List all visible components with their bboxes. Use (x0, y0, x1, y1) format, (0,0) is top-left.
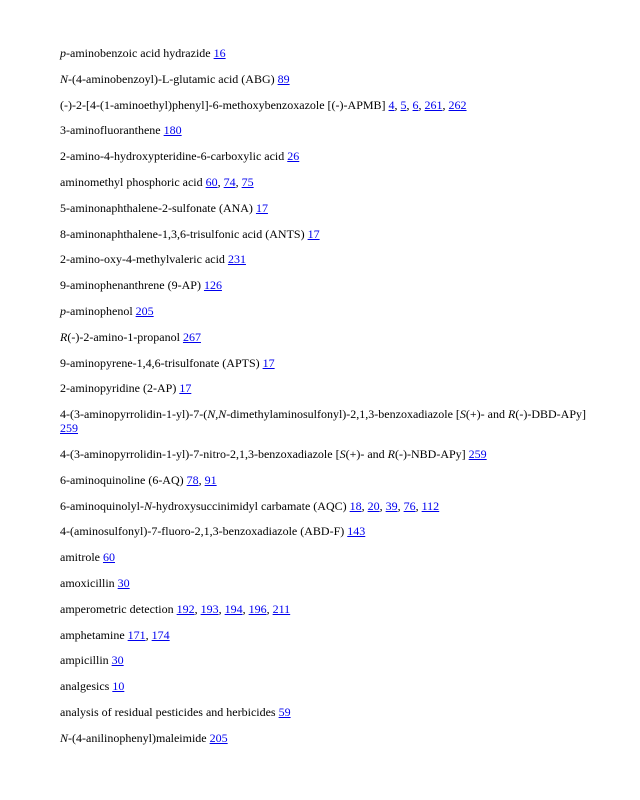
index-entry (60, 381, 600, 395)
term-fragment: 6-aminoquinoline (6-AQ) (60, 472, 187, 487)
index-entry (60, 602, 600, 616)
link-separator: , (145, 627, 152, 642)
index-entry (60, 227, 600, 241)
term-fragment: -aminobenzoic acid hydrazide (66, 46, 214, 60)
term-fragment: aminomethyl phosphoric acid (60, 174, 206, 189)
page-reference-link[interactable]: 39 (385, 498, 398, 513)
index-entry-term (60, 227, 308, 241)
page-reference-link[interactable]: 18 (349, 498, 362, 513)
italic-term-fragment: p (60, 303, 66, 318)
term-fragment: 2-amino-oxy-4-methylvaleric acid (60, 252, 228, 267)
term-fragment: 4-(aminosulfonyl)-7-fluoro-2,1,3-benzoxadiazole (ABD-F) (60, 524, 348, 539)
page-reference-link[interactable]: 10 (112, 679, 125, 694)
page-reference-link[interactable]: 171 (127, 627, 146, 642)
index-entry-term (60, 731, 210, 745)
term-fragment: 4-(3-aminopyrrolidin-1-yl)-7-nitro-2,1,3-benzoxadiazole [ (60, 446, 340, 461)
index-entry-term (60, 576, 118, 590)
link-separator: , (266, 601, 273, 616)
page-reference-link[interactable]: 60 (205, 174, 218, 189)
link-separator: , (379, 498, 386, 513)
link-separator: , (218, 601, 225, 616)
term-fragment: 9-aminophenanthrene (9-AP) (60, 278, 204, 293)
index-entry-term (60, 381, 179, 395)
italic-term-fragment: R (60, 329, 68, 344)
page-reference-link[interactable]: 20 (367, 498, 380, 513)
link-separator: , (198, 472, 205, 487)
page-reference-link[interactable]: 261 (424, 97, 443, 112)
index-entry-term (60, 201, 256, 215)
term-fragment: amphetamine (60, 627, 128, 642)
page-reference-link[interactable]: 60 (102, 550, 115, 565)
page-reference-link[interactable]: 76 (403, 498, 416, 513)
page-reference-link[interactable]: 17 (179, 381, 192, 396)
term-fragment: 5-aminonaphthalene-2-sulfonate (ANA) (60, 200, 256, 215)
term-fragment: 2-aminopyridine (2-AP) (60, 381, 180, 396)
page-reference-link[interactable]: 262 (448, 97, 467, 112)
term-fragment: amoxicillin (60, 575, 118, 590)
index-entry (60, 149, 600, 163)
page-reference-link[interactable]: 91 (204, 472, 217, 487)
index-entry (60, 705, 600, 719)
term-fragment: 2-amino-4-hydroxypteridine-6-carboxylic acid (60, 149, 288, 164)
page-reference-link[interactable]: 30 (111, 653, 124, 668)
page-reference-link[interactable]: 17 (307, 226, 320, 241)
link-separator: , (418, 97, 425, 112)
index-entry-term (60, 628, 128, 642)
link-separator: , (217, 174, 224, 189)
page-reference-link[interactable]: 205 (135, 303, 154, 318)
index-entry (60, 175, 600, 189)
italic-term-fragment: S (339, 446, 346, 461)
term-fragment: -aminophenol (66, 303, 136, 318)
term-fragment: (-)-2-[4-(1-aminoethyl)phenyl]-6-methoxybenzoxazole [(-)-APMB] (60, 97, 389, 112)
index-entry-term (60, 252, 228, 266)
index-entry-term (60, 72, 278, 86)
term-fragment: -(4-aminobenzoyl)-L-glutamic acid (ABG) (68, 71, 278, 86)
link-separator: , (415, 498, 422, 513)
link-separator: , (361, 498, 368, 513)
link-separator: , (397, 498, 404, 513)
page-reference-link[interactable]: 59 (278, 704, 291, 719)
index-entry (60, 98, 600, 112)
term-fragment: analysis of residual pesticides and herbicides (60, 704, 279, 719)
link-separator: , (235, 174, 242, 189)
page-reference-link[interactable]: 17 (255, 200, 268, 215)
page-reference-link[interactable]: 259 (468, 446, 487, 461)
index-entry-term (60, 705, 279, 719)
page-reference-link[interactable]: 6 (412, 97, 419, 112)
index-entry-term (60, 473, 187, 487)
italic-term-fragment: N (60, 71, 69, 86)
page-reference-link[interactable]: 5 (400, 97, 407, 112)
page-reference-link[interactable]: 196 (248, 601, 267, 616)
page-reference-link[interactable]: 143 (347, 524, 366, 539)
index-entry-term (60, 447, 469, 461)
index-entry (60, 447, 600, 461)
index-entry-term (60, 278, 204, 292)
term-fragment: (-)-2-amino-1-propanol (67, 329, 183, 344)
index-entry-term (60, 356, 263, 370)
index-entry (60, 201, 600, 215)
italic-term-fragment: R (508, 407, 516, 422)
page-reference-link[interactable]: 30 (117, 575, 130, 590)
page-reference-link[interactable]: 180 (163, 123, 182, 138)
italic-term-fragment: N,N (207, 407, 227, 422)
link-separator: , (242, 601, 249, 616)
page-reference-link[interactable]: 75 (241, 174, 254, 189)
link-separator: , (194, 601, 201, 616)
page-reference-link[interactable]: 174 (151, 627, 170, 642)
index-entry (60, 252, 600, 266)
index-entry (60, 304, 600, 318)
term-fragment: 8-aminonaphthalene-1,3,6-trisulfonic acid (ANTS) (60, 226, 308, 241)
term-fragment: -dimethylaminosulfonyl)-2,1,3-benzoxadiazole [ (226, 407, 460, 422)
link-separator: , (406, 97, 413, 112)
term-fragment: (+)- and (345, 446, 388, 461)
index-entry-list (60, 46, 600, 757)
term-fragment: (-)-DBD-APy] (515, 407, 587, 422)
term-fragment: (-)-NBD-APy] (395, 446, 469, 461)
page-reference-link[interactable]: 26 (287, 149, 300, 164)
term-fragment: analgesics (60, 679, 113, 694)
page-reference-link[interactable]: 126 (203, 278, 222, 293)
page-reference-link[interactable]: 205 (209, 730, 228, 745)
index-entry-term (60, 602, 177, 616)
page-reference-link[interactable]: 231 (227, 252, 246, 267)
term-fragment: 3-aminofluoranthene (60, 123, 164, 138)
term-fragment: ampicillin (60, 653, 112, 668)
page-reference-link[interactable]: 259 (60, 421, 78, 436)
page-reference-link[interactable]: 194 (224, 601, 243, 616)
index-entry-term (60, 149, 287, 163)
page-reference-link[interactable]: 89 (277, 71, 290, 86)
italic-term-fragment: N (144, 498, 153, 513)
index-entry-term (60, 46, 214, 60)
index-entry (60, 731, 600, 745)
index-entry (60, 499, 600, 513)
italic-term-fragment: p (60, 46, 66, 60)
index-entry (60, 278, 600, 292)
page-reference-link[interactable]: 112 (421, 498, 440, 513)
term-fragment: amitrole (60, 550, 103, 565)
page-reference-link[interactable]: 267 (182, 329, 201, 344)
index-entry-term (60, 407, 586, 421)
index-entry-term (60, 653, 112, 667)
page-reference-link[interactable]: 78 (186, 472, 199, 487)
index-entry (60, 628, 600, 642)
link-separator: , (394, 97, 401, 112)
index-entry-term (60, 123, 164, 137)
page-reference-link[interactable]: 192 (176, 601, 195, 616)
index-entry-term (60, 679, 112, 693)
page-reference-link[interactable]: 4 (388, 97, 395, 112)
italic-term-fragment: N (60, 730, 69, 745)
term-fragment: -hydroxysuccinimidyl carbamate (AQC) (152, 498, 350, 513)
index-entry-term (60, 330, 183, 344)
index-entry (60, 330, 600, 344)
index-entry (60, 653, 600, 667)
index-entry-term (60, 304, 136, 318)
italic-term-fragment: R (387, 446, 396, 461)
index-entry (60, 473, 600, 487)
index-entry (60, 46, 600, 60)
index-entry (60, 407, 600, 435)
page-reference-link[interactable]: 17 (262, 355, 275, 370)
term-fragment: amperometric detection (60, 601, 177, 616)
index-entry (60, 123, 600, 137)
index-entry-term (60, 175, 206, 189)
term-fragment: 4-(3-aminopyrrolidin-1-yl)-7-( (60, 407, 208, 422)
page-reference-link[interactable]: 74 (223, 174, 236, 189)
term-fragment: (+)- and (465, 407, 509, 422)
page-reference-link[interactable]: 16 (213, 46, 226, 60)
index-entry (60, 576, 600, 590)
index-entry (60, 550, 600, 564)
link-separator: , (442, 97, 449, 112)
page-reference-link[interactable]: 211 (272, 601, 291, 616)
index-entry (60, 72, 600, 86)
term-fragment: -(4-anilinophenyl)maleimide (68, 730, 210, 745)
index-entry (60, 679, 600, 693)
index-entry-term (60, 499, 350, 513)
index-entry-term (60, 550, 103, 564)
index-entry-term (60, 98, 389, 112)
index-entry-term (60, 524, 347, 538)
page-reference-link[interactable]: 193 (200, 601, 219, 616)
index-entry (60, 356, 600, 370)
term-fragment: 9-aminopyrene-1,4,6-trisulfonate (APTS) (60, 355, 263, 370)
index-entry (60, 524, 600, 538)
italic-term-fragment: S (459, 407, 466, 422)
term-fragment: 6-aminoquinolyl- (60, 498, 144, 513)
